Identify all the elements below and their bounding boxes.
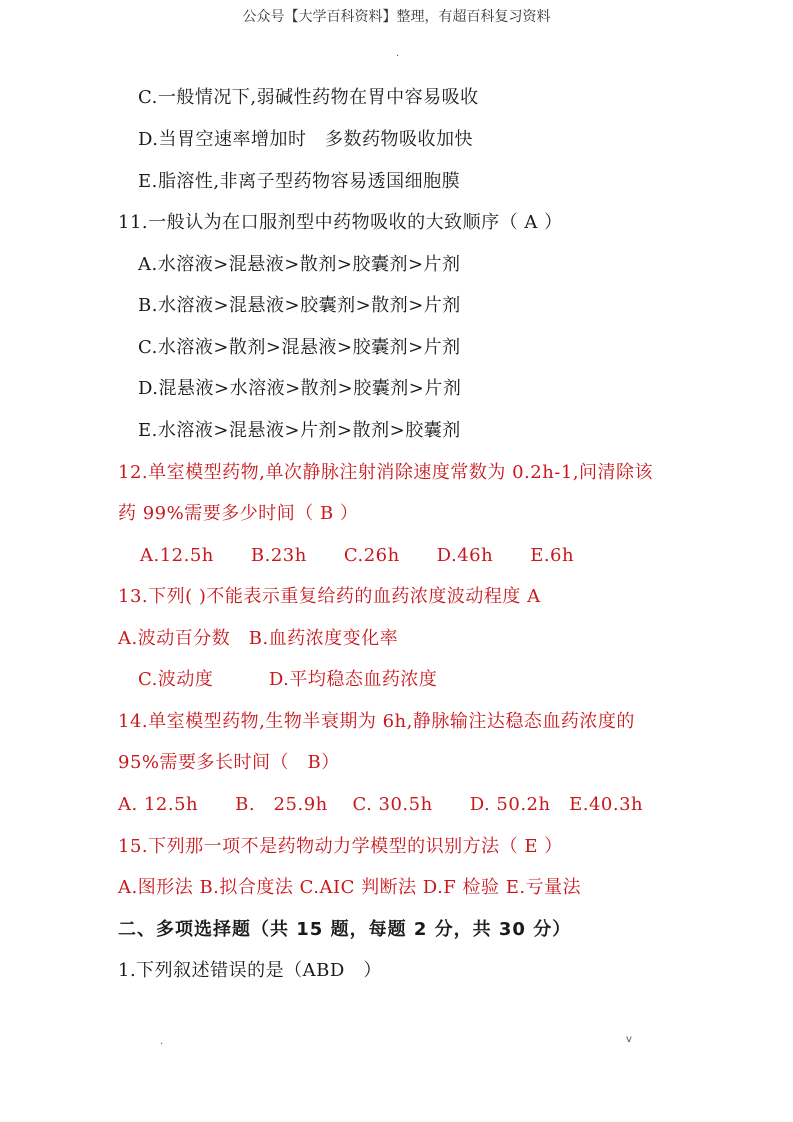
question-11: 11.一般认为在口服剂型中药物吸收的大致顺序（ A ）	[118, 212, 563, 233]
q11-option-e: E.水溶液>混悬液>片剂>散剂>胶囊剂	[138, 420, 461, 441]
option-d-line: D.当胃空速率增加时 多数药物吸收加快	[138, 129, 474, 150]
q13-options-cd: C.波动度 D.平均稳态血药浓度	[138, 669, 438, 690]
question-12-line2: 药 99%需要多少时间（ B ）	[118, 503, 359, 524]
footer-left-mark: .	[160, 1036, 164, 1047]
question-15: 15.下列那一项不是药物动力学模型的识别方法（ E ）	[118, 836, 563, 857]
q11-option-c: C.水溶液>散剂>混悬液>胶囊剂>片剂	[138, 337, 461, 358]
top-mark: .	[396, 48, 400, 59]
q14-options: A. 12.5h B. 25.9h C. 30.5h D. 50.2h E.40.3h	[118, 794, 644, 815]
multi-question-1: 1.下列叙述错误的是（ABD ）	[118, 960, 382, 981]
q12-options: A.12.5h B.23h C.26h D.46h E.6h	[140, 545, 575, 566]
q11-option-a: A.水溶液>混悬液>散剂>胶囊剂>片剂	[138, 254, 461, 275]
section-heading: 二、多项选择题（共 15 题，每题 2 分，共 30 分）	[118, 919, 572, 940]
page-header: 公众号【大学百科资料】整理，有超百科复习资料	[242, 9, 551, 25]
question-14-line2: 95%需要多长时间（ B）	[118, 752, 340, 773]
q13-options-ab: A.波动百分数 B.血药浓度变化率	[118, 628, 399, 649]
question-12-line1: 12.单室模型药物,单次静脉注射消除速度常数为 0.2h-1,问清除该	[118, 462, 654, 483]
footer-right-mark: v	[626, 1034, 632, 1045]
q15-options: A.图形法 B.拟合度法 C.AIC 判断法 D.F 检验 E.亏量法	[118, 877, 582, 898]
option-e-line: E.脂溶性,非离子型药物容易透国细胞膜	[138, 171, 461, 192]
option-c-line: C.一般情况下,弱碱性药物在胃中容易吸收	[138, 87, 479, 108]
question-13: 13.下列( )不能表示重复给药的血药浓度波动程度 A	[118, 586, 541, 607]
q11-option-b: B.水溶液>混悬液>胶囊剂>散剂>片剂	[138, 295, 461, 316]
q11-option-d: D.混悬液>水溶液>散剂>胶囊剂>片剂	[138, 378, 462, 399]
question-14-line1: 14.单室模型药物,生物半衰期为 6h,静脉输注达稳态血药浓度的	[118, 711, 635, 732]
